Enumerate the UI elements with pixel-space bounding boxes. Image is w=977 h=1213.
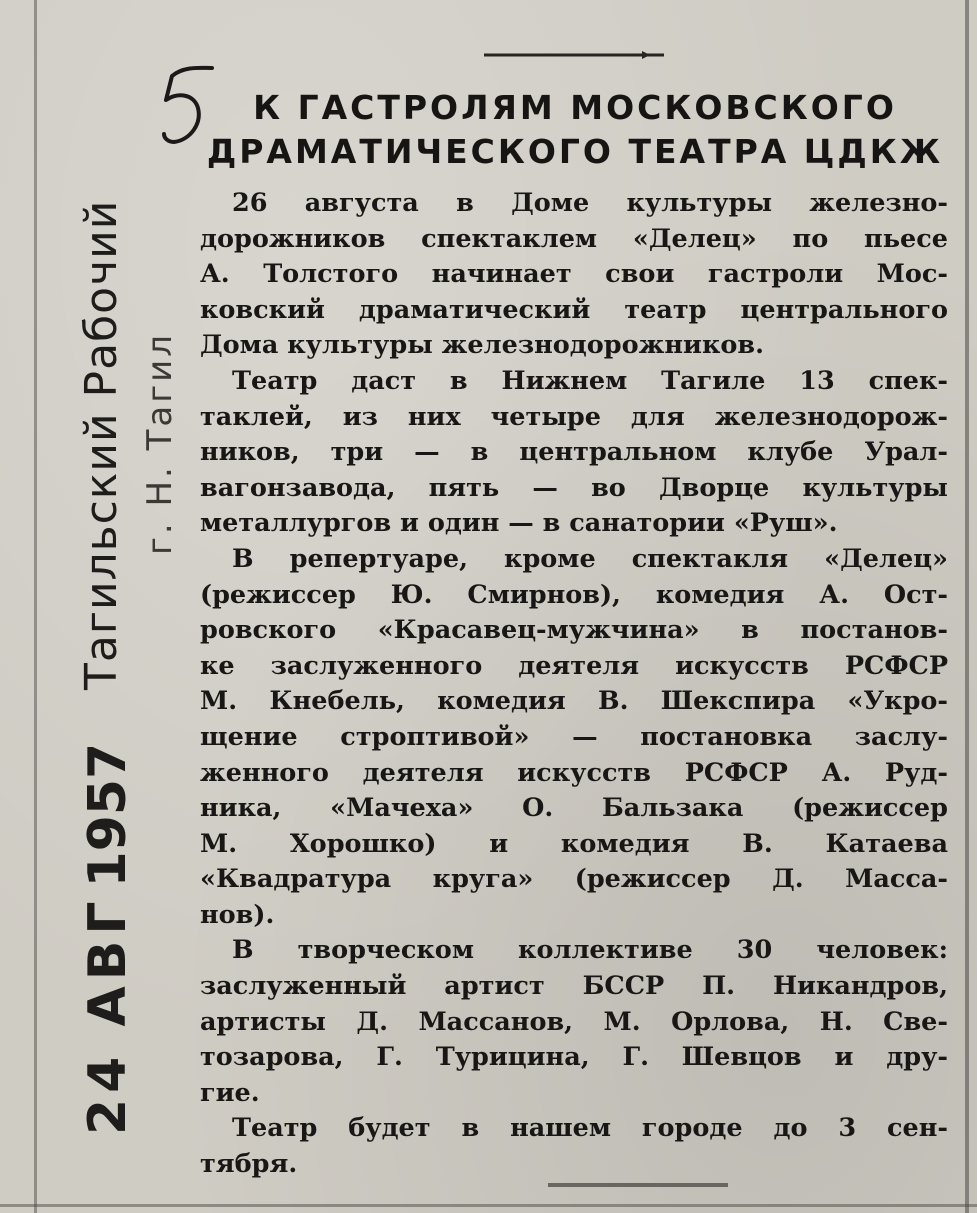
article-line: тозарова, Г. Турицина, Г. Шевцов и дру-	[200, 1042, 948, 1073]
article-line: «Квадратура круга» (режиссер Д. Масса-	[200, 864, 948, 895]
newspaper-name: Тагильский Рабочий	[76, 199, 127, 690]
scan-border-right	[965, 0, 969, 1213]
top-divider-rule	[484, 50, 664, 60]
article-line: (режиссер Ю. Смирнов), комедия А. Ост-	[200, 579, 948, 610]
article-line: артисты Д. Массанов, М. Орлова, Н. Све-	[200, 1006, 948, 1037]
article-line: Театр даст в Нижнем Тагиле 13 спек-	[232, 365, 948, 396]
article-line: М. Хорошко) и комедия В. Катаева	[200, 828, 948, 859]
headline-line-2: ДРАМАТИЧЕСКОГО ТЕАТРА ЦДКЖ	[206, 132, 944, 171]
article-line: ника, «Мачеха» О. Бальзака (режиссер	[200, 793, 948, 824]
article-body	[200, 186, 948, 1183]
article-line: тября.	[200, 1149, 298, 1180]
article-line: дорожников спектаклем «Делец» по пьесе	[200, 223, 948, 254]
stamp-year: 1957	[78, 742, 138, 888]
scan-border-bottom	[0, 1204, 977, 1207]
newspaper-name-stamp	[76, 160, 127, 690]
article-line: ковский драматический театр центрального	[200, 294, 948, 325]
article-headline	[205, 86, 945, 174]
article-line: В творческом коллективе 30 человек:	[232, 935, 948, 966]
headline-line-1: К ГАСТРОЛЯМ МОСКОВСКОГО	[253, 88, 897, 127]
article-line: Театр будет в нашем городе до 3 сен-	[232, 1113, 948, 1144]
article-line: 26 августа в Доме культуры железно-	[232, 188, 948, 218]
article-line: ников, три — в центральном клубе Урал-	[200, 437, 948, 468]
article-line: нов).	[200, 899, 275, 930]
city-stamp	[140, 305, 180, 555]
article-line: заслуженный артист БССР П. Никандров,	[200, 971, 948, 1002]
article-line: таклей, из них четыре для железнодорож-	[200, 401, 948, 432]
article-line: гие.	[200, 1077, 260, 1108]
article-line: вагонзавода, пять — во Дворце культуры	[200, 472, 948, 503]
article-line: металлургов и один — в санатории «Руш».	[200, 508, 838, 539]
article-line: щение строптивой» — постановка заслу-	[200, 721, 948, 752]
scan-border-left	[34, 0, 37, 1213]
bottom-divider-rule	[548, 1183, 728, 1187]
article-line: В репертуаре, кроме спектакля «Делец»	[232, 543, 948, 574]
article-line: ровского «Красавец-мужчина» в постанов-	[200, 615, 948, 646]
date-stamp	[78, 735, 138, 1135]
article-line: женного деятеля искусств РСФСР А. Руд-	[200, 757, 948, 788]
stamp-date: 24 АВГ	[78, 895, 138, 1135]
city-name: г. Н. Тагил	[140, 332, 180, 555]
article-line: ке заслуженного деятеля искусств РСФСР	[200, 650, 948, 681]
article-line: Дома культуры железнодорожников.	[200, 330, 764, 361]
article-line: М. Кнебель, комедия В. Шекспира «Укро-	[200, 686, 948, 717]
article-line: А. Толстого начинает свои гастроли Мос-	[200, 259, 948, 290]
